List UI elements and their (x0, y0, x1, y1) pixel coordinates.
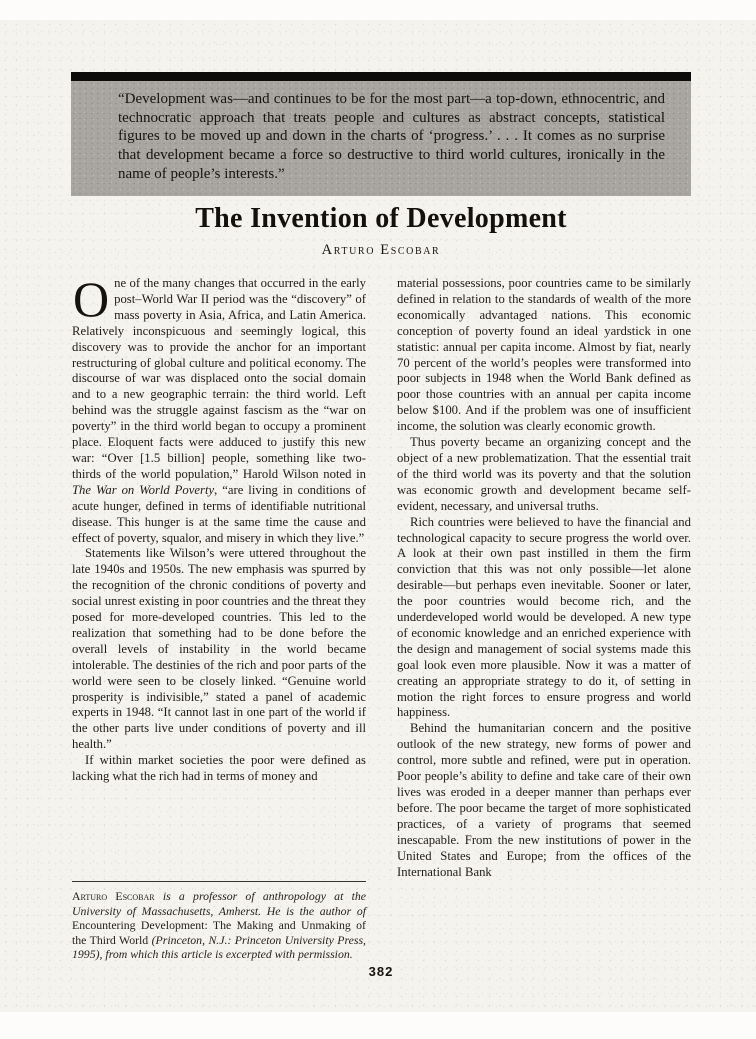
footnote-credit-text: (Princeton, N.J.: Princeton University Press, 1995), from which this article is excerpted with permission. (72, 932, 366, 962)
footnote-book-title: Encountering Development: The Making and Unmaking of the Third World (72, 918, 366, 947)
left-column (72, 271, 366, 962)
author-footnote (72, 881, 366, 962)
pull-quote-top-bar (71, 72, 691, 81)
paragraph: Thus poverty became an organizing concept and the object of a new problematization. That the essential trait of the third world was its poverty and that the solution was economic growth and development became self-evident, necessary, and universal truths. (397, 435, 691, 513)
paragraph-text: ne of the many changes that occurred in the early post–World War II period was the “discovery” of mass poverty in Asia, Africa, and Latin America. Relatively inconspicuous and seemingly logical, this discovery was to provide the anchor for an important restructuring of global culture and political economy. The discourse of war was displaced onto the social domain and to a new geographic terrain: the third world. Left behind was the struggle against fascism as the “war on poverty” in the third world began to occupy a prominent place. Eloquent facts were adduced to justify this new war: “Over [1.5 billion] people, something like two-thirds of the world population,” Harold Wilson noted in (72, 276, 366, 481)
footnote-bio-text: is a professor of anthropology at the University of Massachusetts, Amherst. He is the author of (72, 889, 366, 918)
paragraph: Behind the humanitarian concern and the positive outlook of the new strategy, new forms of power and control, more subtle and refined, were put in operation. Poor people’s ability to define and take care of their own lives was eroded in a deeper manner than perhaps ever before. The poor became the target of more sophisticated practices, of a variety of programs that seemed inescapable. From the new institutions of power in the United States and Europe; from the offices of the International Bank (397, 721, 691, 879)
pull-quote-box (71, 72, 691, 196)
paragraph: If within market societies the poor were defined as lacking what the rich had in terms of money and (72, 753, 366, 784)
paragraph-text: , “are living in conditions of acute hunger, defined in terms of identifiable nutritional disease. This hunger is at the same time the cause and effect of poverty, squalor, and misery in which they live.” (72, 482, 366, 545)
article-header (71, 203, 691, 259)
footnote-author-name: Arturo Escobar (72, 889, 155, 904)
book-title-italic: The War on World Poverty (72, 482, 215, 497)
scanned-page (0, 20, 756, 1012)
pull-quote-text: “Development was—and continues to be for the most part—a top-down, ethnocentric, and technocratic approach that treats people and cultures as abstract concepts, statistical figures to be moved up and down in the charts of ‘progress.’ . . . It comes as no surprise that development became a force so destructive to third world cultures, ironically in the name of people’s interests.” (71, 81, 691, 196)
drop-cap: O (73, 271, 110, 327)
page-number: 382 (368, 964, 394, 979)
paragraph-opening (72, 271, 366, 546)
paragraph: Rich countries were believed to have the financial and technological capacity to secure progress the world over. A look at their own past instilled in them the firm conviction that this was not only possible—let alone desirable—but perhaps even inevitable. Sooner or later, the poor countries would become rich, and the underdeveloped world would be developed. A new type of economic knowledge and an enriched experience with the design and management of social systems made this goal look even more plausible. Now it was a matter of creating an appropriate strategy to do it, of setting in motion the right forces to ensure progress and world happiness. (397, 514, 691, 720)
right-column (397, 276, 691, 962)
paragraph: material possessions, poor countries came to be similarly defined in relation to the standards of wealth of the more economically advantaged nations. This economic conception of poverty found an ideal yardstick in one statistic: annual per capita income. Almost by fiat, nearly 70 percent of the world’s peoples were transformed into poor subjects in 1948 when the World Bank defined as poor those countries with an annual per capita income below $100. And if the problem was one of insufficient income, the solution was clearly economic growth. (397, 276, 691, 434)
article-body (72, 271, 691, 962)
article-author: Arturo Escobar (321, 242, 441, 258)
paragraph: Statements like Wilson’s were uttered throughout the late 1940s and 1950s. The new emphasis was spurred by the recognition of the chronic conditions of poverty and social unrest existing in poor countries and the threat they posed for more-developed countries. This led to the realization that something had to be done before the overall levels of instability in the world became intolerable. The destinies of the rich and poor parts of the world were seen to be closely linked. “Genuine world prosperity is indivisible,” stated a panel of academic experts in 1948. “It cannot last in one part of the world if the other parts live under conditions of poverty and ill health.” (72, 546, 366, 752)
page-content (71, 20, 691, 1012)
page-title: The Invention of Development (195, 203, 567, 234)
